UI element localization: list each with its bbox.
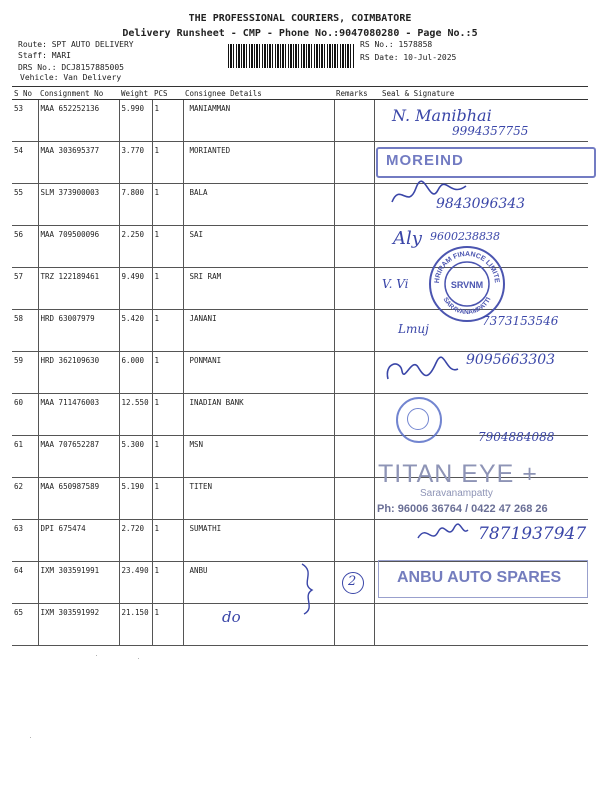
consignee-cell: BALA bbox=[183, 184, 334, 226]
remarks-cell bbox=[334, 520, 374, 562]
sno-cell: 57 bbox=[12, 268, 38, 310]
signature-row-53: N. Manibhai bbox=[392, 106, 492, 125]
col-sno: S No bbox=[12, 87, 38, 100]
round-seal-graphic bbox=[427, 244, 507, 324]
sno-cell: 55 bbox=[12, 184, 38, 226]
weight-cell: 23.490 bbox=[119, 562, 152, 604]
sno-cell: 65 bbox=[12, 604, 38, 646]
rs-number: RS No.: 1578858 bbox=[360, 40, 433, 49]
remarks-cell bbox=[334, 604, 374, 646]
phone-row-55: 9843096343 bbox=[436, 196, 526, 212]
route-label: Route: SPT AUTO DELIVERY bbox=[18, 40, 134, 49]
remarks-cell bbox=[334, 310, 374, 352]
consignee-cell: SAI bbox=[183, 226, 334, 268]
pcs-cell: 1 bbox=[152, 142, 183, 184]
col-seal-signature: Seal & Signature bbox=[374, 87, 588, 100]
svg-text:SHRIRAM FINANCE LIMITED bbox=[427, 244, 500, 284]
remarks-cell bbox=[334, 394, 374, 436]
weight-cell: 5.190 bbox=[119, 478, 152, 520]
stamp-row-54 bbox=[376, 147, 596, 178]
seal-center-text: SRVNM bbox=[450, 280, 484, 290]
consignment-cell: SLM 373900003 bbox=[38, 184, 119, 226]
ditto-row-65: do bbox=[222, 608, 241, 626]
signature-row-56: Aly bbox=[393, 228, 422, 249]
bracket-mark-row-64 bbox=[296, 560, 322, 618]
pcs-cell: 1 bbox=[152, 310, 183, 352]
weight-cell: 2.250 bbox=[119, 226, 152, 268]
consignee-cell: MSN bbox=[183, 436, 334, 478]
vehicle-label: Vehicle: Van Delivery bbox=[20, 73, 122, 82]
pcs-cell: 1 bbox=[152, 184, 183, 226]
sno-cell: 56 bbox=[12, 226, 38, 268]
titan-eye-stamp: TITAN EYE + bbox=[378, 460, 538, 488]
pcs-cell: 1 bbox=[152, 436, 183, 478]
pcs-cell: 1 bbox=[152, 268, 183, 310]
drs-number: DRS No.: DCJ8157885005 bbox=[18, 63, 124, 72]
weight-cell: 12.550 bbox=[119, 394, 152, 436]
sno-cell: 53 bbox=[12, 100, 38, 142]
consignee-cell: MANIAMMAN bbox=[183, 100, 334, 142]
speck bbox=[30, 737, 31, 738]
col-consignee: Consignee Details bbox=[183, 87, 334, 100]
circled-mark-row-64 bbox=[342, 572, 364, 594]
pcs-cell: 1 bbox=[152, 520, 183, 562]
pcs-cell: 1 bbox=[152, 100, 183, 142]
consignee-cell: TITEN bbox=[183, 478, 334, 520]
round-seal-row-60 bbox=[396, 397, 442, 443]
barcode-image bbox=[228, 44, 354, 68]
consignee-cell: ANBU bbox=[183, 562, 334, 604]
consignee-cell: PONMANI bbox=[183, 352, 334, 394]
stamp-row-64 bbox=[378, 560, 588, 598]
remarks-cell bbox=[334, 436, 374, 478]
phone-row-56: 9600238838 bbox=[430, 230, 500, 243]
weight-cell: 6.000 bbox=[119, 352, 152, 394]
col-pcs: PCS bbox=[152, 87, 183, 100]
consignee-cell: MORIANTED bbox=[183, 142, 334, 184]
rs-date: RS Date: 10-Jul-2025 bbox=[360, 53, 457, 62]
consignment-cell: MAA 650987589 bbox=[38, 478, 119, 520]
staff-label: Staff: MARI bbox=[18, 51, 71, 60]
seal-ring-text: HRIRAM FINANCE LIMITE bbox=[433, 250, 501, 284]
seal-signature-cell bbox=[374, 604, 588, 646]
weight-cell: 2.720 bbox=[119, 520, 152, 562]
consignment-cell: HRD 63007979 bbox=[38, 310, 119, 352]
consignment-cell: MAA 709500096 bbox=[38, 226, 119, 268]
seal-inner-ring bbox=[407, 408, 429, 430]
consignment-cell: MAA 707652287 bbox=[38, 436, 119, 478]
consignment-cell: TRZ 122189461 bbox=[38, 268, 119, 310]
sno-cell: 64 bbox=[12, 562, 38, 604]
sno-cell: 54 bbox=[12, 142, 38, 184]
sno-cell: 63 bbox=[12, 520, 38, 562]
remarks-cell bbox=[334, 184, 374, 226]
sno-cell: 62 bbox=[12, 478, 38, 520]
table-header-row bbox=[12, 87, 588, 100]
circled-number: 2 bbox=[348, 574, 357, 589]
weight-cell: 5.300 bbox=[119, 436, 152, 478]
runsheet-subtitle: Delivery Runsheet - CMP - Phone No.:9047080280 - Page No.:5 bbox=[122, 28, 478, 39]
col-remarks: Remarks bbox=[334, 87, 374, 100]
consignee-cell: SRI RAM bbox=[183, 268, 334, 310]
remarks-cell bbox=[334, 100, 374, 142]
consignee-cell: SUMATHI bbox=[183, 520, 334, 562]
signature-scribble-row-63 bbox=[414, 520, 470, 546]
signature-row-57: V. Vi bbox=[382, 277, 409, 291]
phone-row-61: 7904884088 bbox=[478, 430, 555, 444]
sno-cell: 58 bbox=[12, 310, 38, 352]
sno-cell: 59 bbox=[12, 352, 38, 394]
consignee-cell: JANANI bbox=[183, 310, 334, 352]
weight-cell: 3.770 bbox=[119, 142, 152, 184]
remarks-cell bbox=[334, 268, 374, 310]
pcs-cell: 1 bbox=[152, 604, 183, 646]
col-consignment: Consignment No bbox=[38, 87, 119, 100]
weight-cell: 9.490 bbox=[119, 268, 152, 310]
pcs-cell: 1 bbox=[152, 352, 183, 394]
remarks-cell bbox=[334, 142, 374, 184]
remarks-cell bbox=[334, 352, 374, 394]
col-weight: Weight bbox=[119, 87, 152, 100]
speck bbox=[96, 655, 97, 656]
consignment-cell: HRD 362109630 bbox=[38, 352, 119, 394]
pcs-cell: 1 bbox=[152, 394, 183, 436]
stamp-row-54-text: MOREIND bbox=[386, 152, 464, 169]
phone-row-59: 9095663303 bbox=[466, 352, 556, 368]
pcs-cell: 1 bbox=[152, 478, 183, 520]
weight-cell: 7.800 bbox=[119, 184, 152, 226]
phone-row-63: 7871937947 bbox=[478, 524, 587, 544]
sno-cell: 60 bbox=[12, 394, 38, 436]
phone-row-58: 7373153546 bbox=[482, 314, 559, 328]
seal-bottom-text: SARAVANAMPATTI bbox=[441, 296, 493, 317]
company-title: THE PROFESSIONAL COURIERS, COIMBATORE bbox=[188, 13, 412, 24]
consignment-cell: MAA 711476003 bbox=[38, 394, 119, 436]
signature-row-58: Lmuj bbox=[398, 322, 429, 336]
consignment-cell: MAA 303695377 bbox=[38, 142, 119, 184]
titan-location: Saravanampatty bbox=[420, 488, 493, 499]
speck bbox=[138, 658, 139, 659]
weight-cell: 21.150 bbox=[119, 604, 152, 646]
weight-cell: 5.990 bbox=[119, 100, 152, 142]
sno-cell: 61 bbox=[12, 436, 38, 478]
consignment-cell: DPI 675474 bbox=[38, 520, 119, 562]
remarks-cell bbox=[334, 478, 374, 520]
consignment-cell: IXM 303591991 bbox=[38, 562, 119, 604]
stamp-row-64-text: ANBU AUTO SPARES bbox=[397, 569, 562, 586]
weight-cell: 5.420 bbox=[119, 310, 152, 352]
phone-row-53: 9994357755 bbox=[452, 124, 529, 138]
round-seal-row-57 bbox=[427, 244, 507, 324]
titan-phone: Ph: 96006 36764 / 0422 47 268 26 bbox=[377, 503, 548, 515]
pcs-cell: 1 bbox=[152, 562, 183, 604]
consignment-cell: IXM 303591992 bbox=[38, 604, 119, 646]
consignment-cell: MAA 652252136 bbox=[38, 100, 119, 142]
pcs-cell: 1 bbox=[152, 226, 183, 268]
remarks-cell bbox=[334, 226, 374, 268]
signature-scribble-row-59 bbox=[382, 353, 462, 387]
consignee-cell: INADIAN BANK bbox=[183, 394, 334, 436]
